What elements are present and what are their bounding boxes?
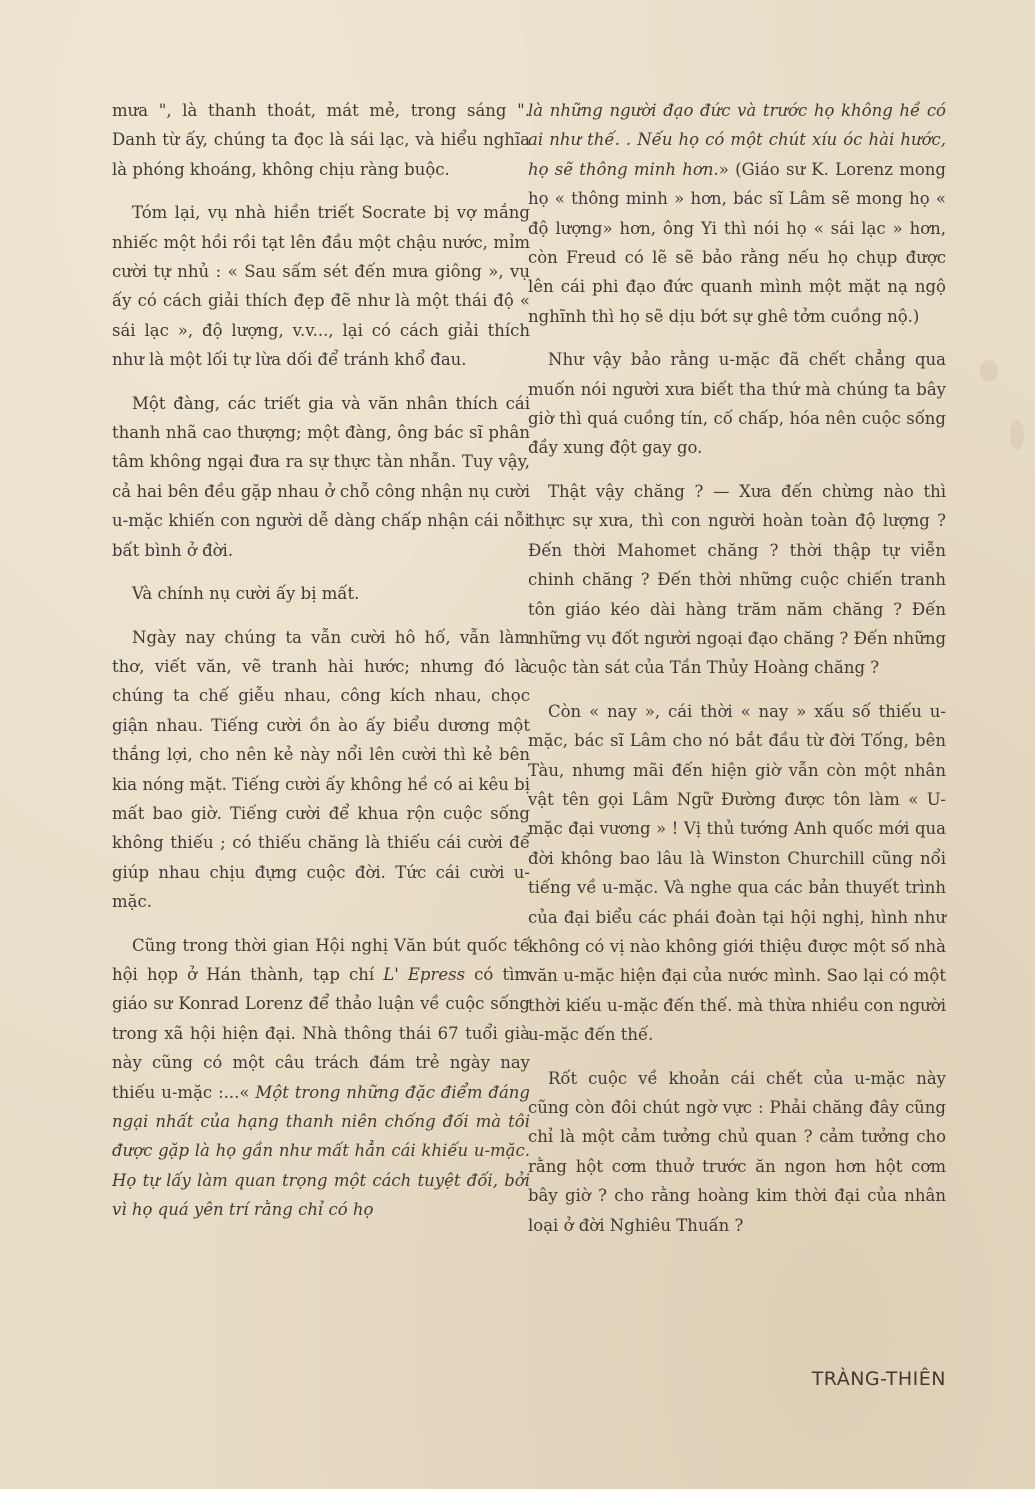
text-run: Như vậy bảo rằng u-mặc đã chết chẳng qua muốn nói người xưa biết tha thứ mà chúng ta bây giờ thì quá cuồng tín, cố chấp, hóa nên cuộc sống đầy xung đột gay go. (528, 350, 946, 458)
paragraph (112, 389, 530, 565)
paragraph (528, 697, 946, 1050)
paragraph (112, 931, 530, 1225)
paragraph (528, 477, 946, 683)
text-run: Ngày nay chúng ta vẫn cười hô hố, vẫn làm thơ, viết văn, vẽ tranh hài hước; nhưng đó là chúng ta chế giễu nhau, công kích nhau, chọc giận nhau. Tiếng cười ồn ào ấy biểu dương một thắng lợi, cho nên kẻ này nổi lên cười thì kẻ bên kia nóng mặt. Tiếng cười ấy không hề có ai kêu bị mất bao giờ. Tiếng cười để khua rộn cuộc sống không thiếu ; có thiếu chăng là thiếu cái cười để giúp nhau chịu đựng cuộc đời. Tức cái cười u-mặc. (112, 627, 530, 912)
italic-text-run: Một trong những đặc điểm đáng ngại nhất của hạng thanh niên chống đối mà tôi được gặp là họ gần như mất hẳn cái khiếu u-mặc. Họ tự lấy làm quan trọng một cách tuyệt đối, bởi vì họ quá yên trí rằng chỉ có họ (112, 1082, 530, 1220)
italic-text-run: là những người đạo đức và trước họ không hề có ai như thế. . Nếu họ có một chút xíu óc hài hước, họ sẽ thông minh hơn. (528, 101, 946, 179)
text-run: có tìm giáo sư Konrad Lorenz để thảo luận về cuộc sống trong xã hội hiện đại. Nhà thông thái 67 tuổi già này cũng có một câu trách đám trẻ ngày nay thiếu u-mặc :...« (112, 964, 531, 1102)
text-run: » (Giáo sư K. Lorenz mong họ « thông minh » hơn, bác sĩ Lâm sẽ mong họ « độ lượng» hơn, ông Yi thì nói họ « sái lạc » hơn, còn Freud có lẽ sẽ bảo rằng nếu họ chụp được lên cái phi đạo đức quanh mình một mặt nạ ngộ nghĩnh thì họ sẽ dịu bớt sự ghê tởm cuồng nộ.) (528, 159, 946, 326)
text-run: mưa ", là thanh thoát, mát mẻ, trong sáng ". Danh từ ấy, chúng ta đọc là sái lạc, và hiểu nghĩa là phóng khoáng, không chịu ràng buộc. (112, 101, 530, 179)
italic-text-run: L' Epress (383, 964, 466, 984)
left-column (112, 96, 530, 1239)
text-run: Rốt cuộc về khoản cái chết của u-mặc này cũng còn đôi chút ngờ vực : Phải chăng đây cũng chỉ là một cảm tưởng chủ quan ? cảm tưởng cho rằng hột cơm thuở trước ăn ngon hơn hột cơm bây giờ ? cho rằng hoàng kim thời đại của nhân loại ở đời Nghiêu Thuấn ? (528, 1068, 946, 1235)
paragraph (528, 1064, 946, 1240)
text-run: Còn « nay », cái thời « nay » xấu số thiếu u-mặc, bác sĩ Lâm cho nó bắt đầu từ đời Tống, bên Tàu, nhưng mãi đến hiện giờ vẫn còn một nhân vật tên gọi Lâm Ngữ Đường được tôn làm « U-mặc đại vương » ! Vị thủ tướng Anh quốc mới qua đời không bao lâu là Winston Churchill cũng nổi tiếng về u-mặc. Và nghe qua các bản thuyết trình của đại biểu các phái đoàn tại hội nghị, hình như không có vị nào không giới thiệu được một số nhà văn u-mặc hiện đại của nước mình. Sao lại có một thời kiếu u-mặc đến thế. mà thừa nhiều con người u-mặc đến thế. (528, 701, 946, 1045)
text-run: Một đàng, các triết gia và văn nhân thích cái thanh nhã cao thượng; một đàng, ông bác sĩ phân tâm không ngại đưa ra sự thực tàn nhẫn. Tuy vậy, cả hai bên đều gặp nhau ở chỗ công nhận nụ cười u-mặc khiến con người dễ dàng chấp nhận cái nỗi bất bình ở đời. (112, 393, 530, 560)
paper-stain (1010, 420, 1024, 450)
text-run: Thật vậy chăng ? — Xưa đến chừng nào thì thực sự xưa, thì con người hoàn toàn độ lượng ? Đến thời Mahomet chăng ? thời thập tự viễn chinh chăng ? Đến thời những cuộc chiến tranh tôn giáo kéo dài hàng trăm năm chăng ? Đến những vụ đốt người ngoại đạo chăng ? Đến những cuộc tàn sát của Tần Thủy Hoàng chăng ? (528, 481, 947, 678)
paragraph (528, 96, 946, 331)
text-run: Và chính nụ cười ấy bị mất. (132, 584, 360, 604)
paragraph (112, 96, 530, 184)
author-signature: TRÀNG-THIÊN (811, 1368, 946, 1390)
text-run: Cũng trong thời gian Hội nghị Văn bút quốc tế hội họp ở Hán thành, tạp chí (112, 935, 530, 984)
paragraph (112, 623, 530, 917)
paragraph (112, 198, 530, 374)
right-column (528, 96, 946, 1254)
paragraph (112, 579, 530, 608)
text-run: Tóm lại, vụ nhà hiền triết Socrate bị vợ mắng nhiếc một hồi rồi tạt lên đầu một chậu nước, mỉm cười tự nhủ : « Sau sấm sét đến mưa giông », vụ ấy có cách giải thích đẹp đẽ như là một thái độ « sái lạc », độ lượng, v.v..., lại có cách giải thích như là một lối tự lừa dối để tránh khổ đau. (112, 203, 530, 370)
paper-stain (980, 360, 998, 382)
paragraph (528, 345, 946, 463)
